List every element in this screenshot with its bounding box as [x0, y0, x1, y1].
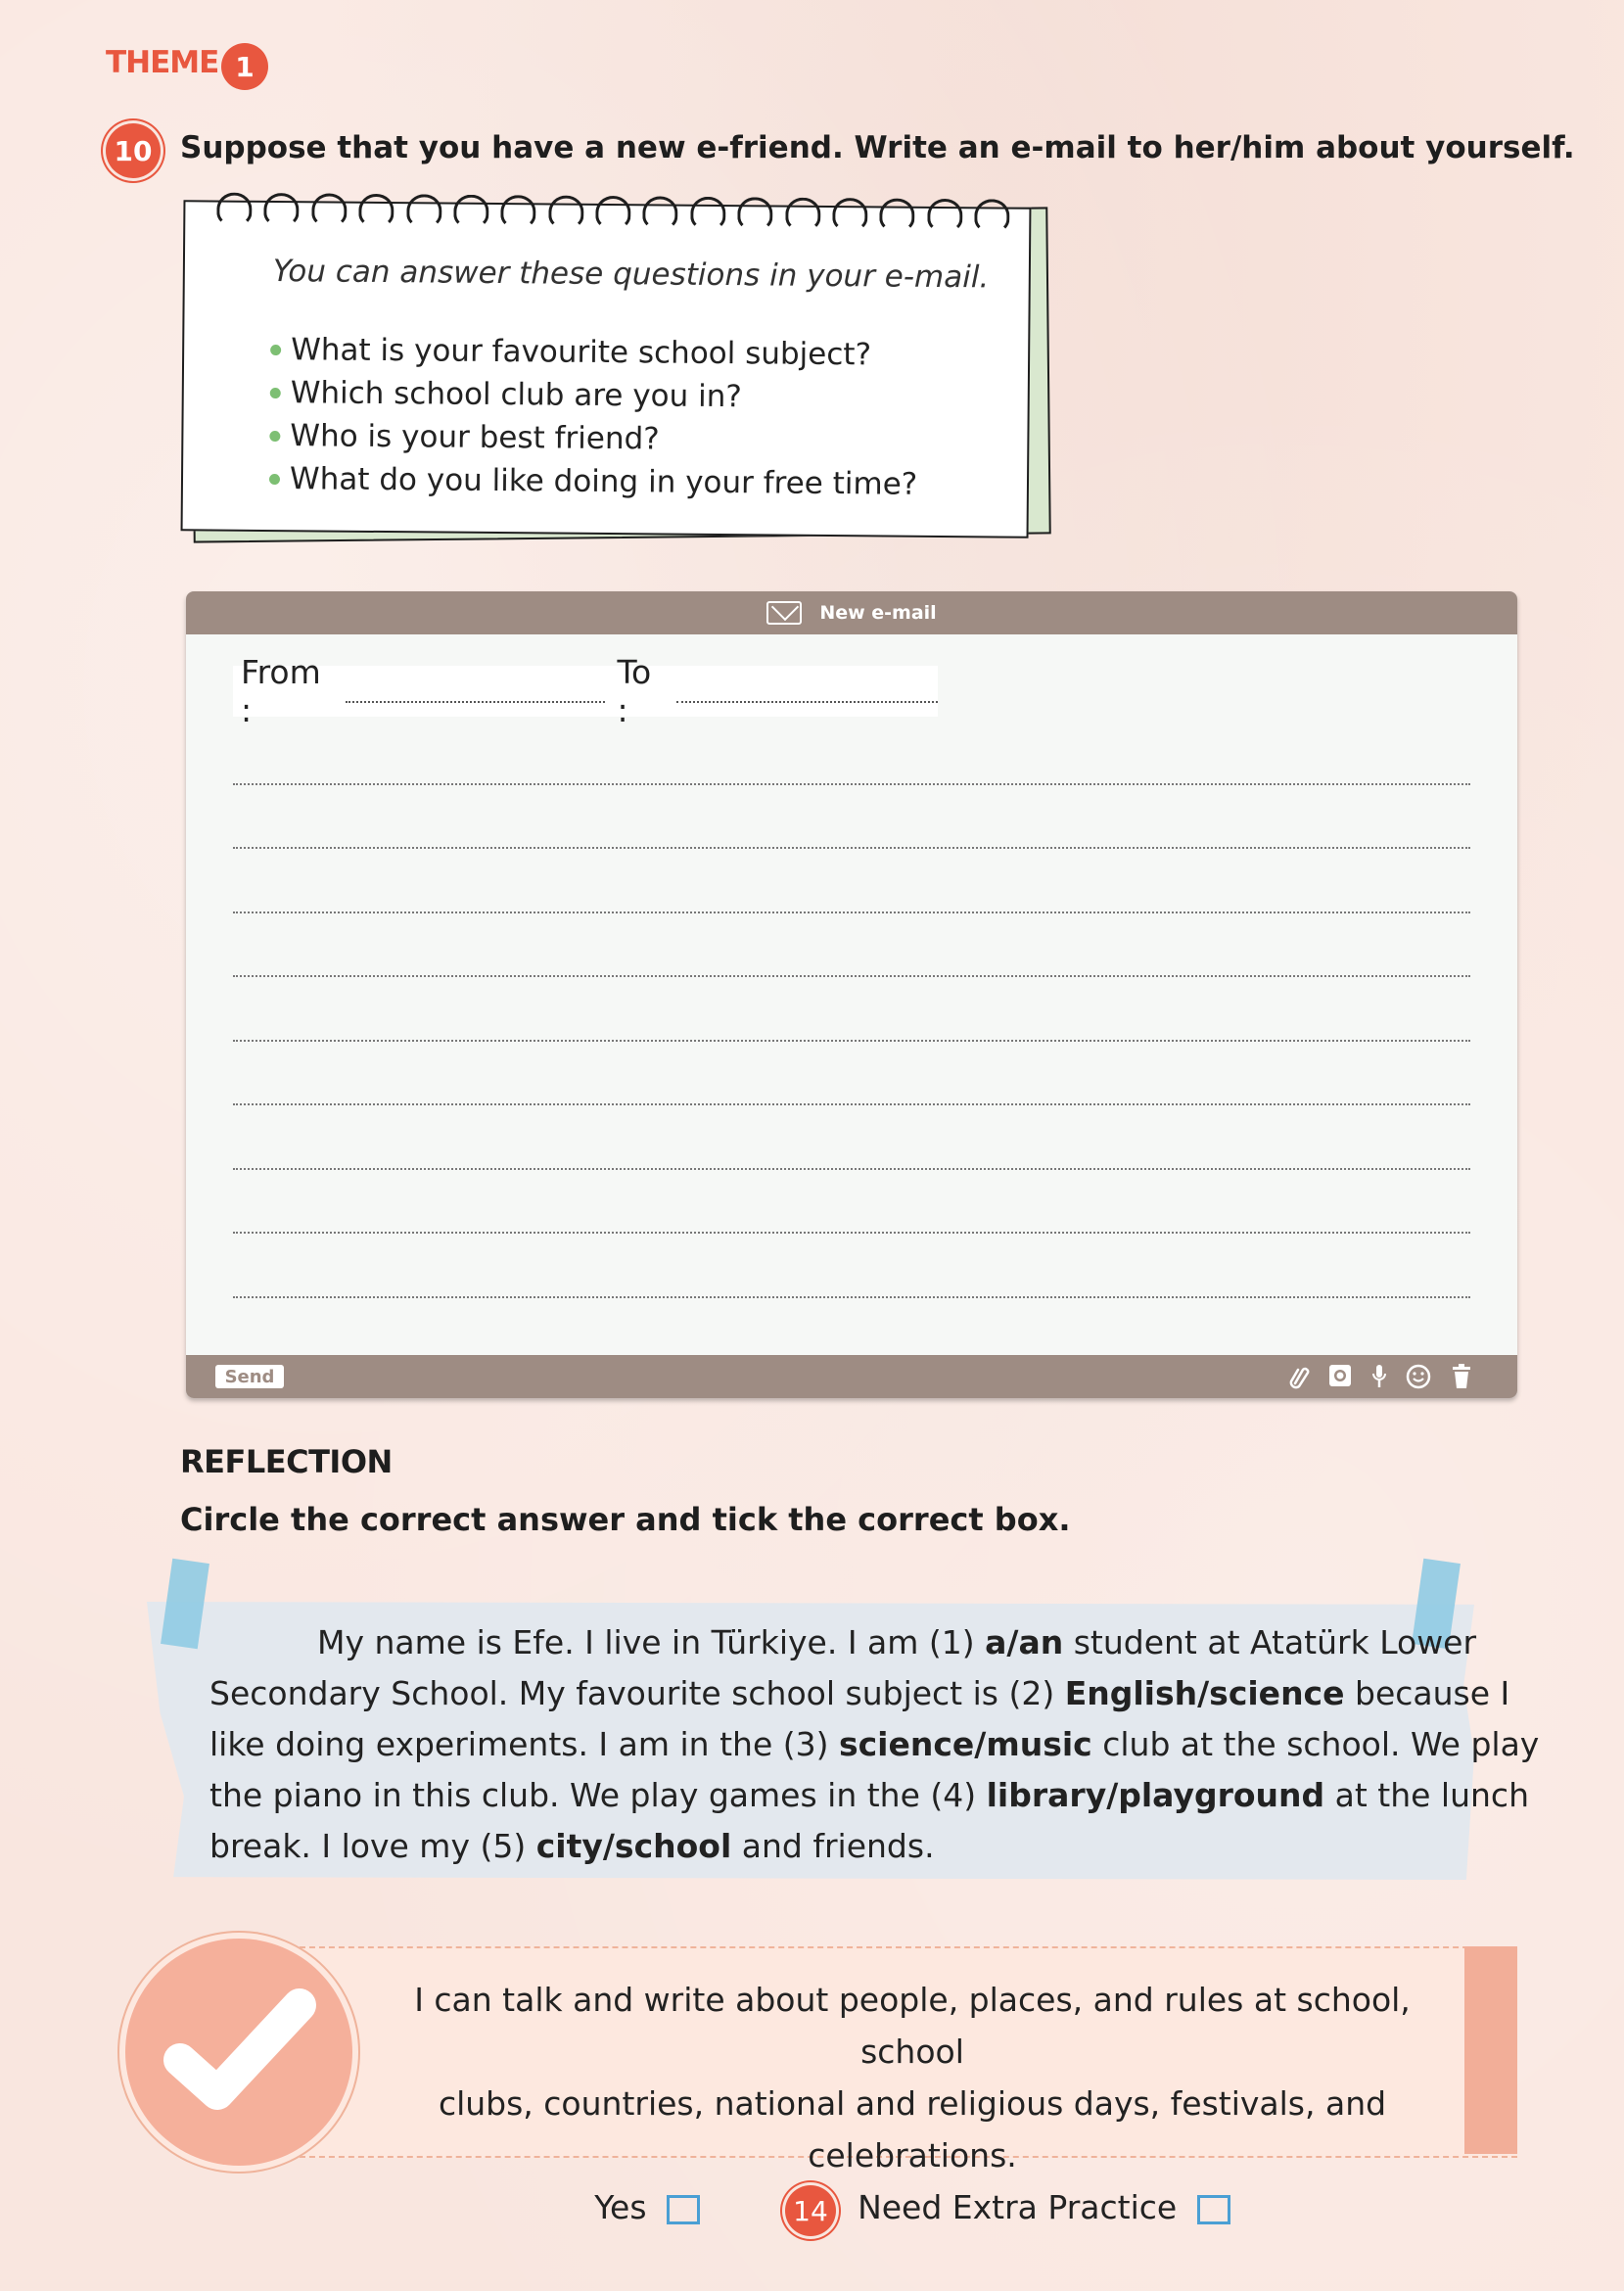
extra-practice-label: Need Extra Practice [858, 2188, 1178, 2226]
task-title: Suppose that you have a new e-friend. Write an e-mail to her/him about yourself. [180, 130, 1575, 165]
question-text: Which school club are you in? [290, 375, 742, 415]
text-run: break. I love my (5) [209, 1827, 536, 1865]
notepad-prompt: You can answer these questions in your e-mail. [272, 254, 990, 296]
text-run: at the lunch [1324, 1776, 1529, 1814]
list-item [270, 328, 919, 377]
reflection-instruction: Circle the correct answer and tick the correct box. [180, 1501, 1071, 1538]
envelope-icon [766, 601, 802, 625]
answer-choice[interactable]: city/school [535, 1827, 732, 1865]
question-text: What do you like doing in your free time? [289, 461, 918, 502]
to-label: To : [617, 653, 652, 729]
writing-line[interactable] [233, 1103, 1470, 1105]
paragraph-line [209, 1668, 1510, 1719]
camera-icon[interactable] [1327, 1364, 1353, 1389]
writing-line[interactable] [233, 975, 1470, 977]
extra-practice-checkbox[interactable] [1197, 2195, 1230, 2224]
from-to-row [233, 653, 938, 729]
microphone-icon[interactable] [1367, 1364, 1392, 1389]
bullet-icon [270, 345, 281, 355]
writing-line[interactable] [233, 912, 1470, 913]
from-label: From : [241, 653, 321, 729]
task-number-badge: 10 [106, 123, 161, 178]
text-run: student at Atatürk Lower [1063, 1623, 1477, 1661]
text-run: My name is Efe. I live in Türkiye. I am (1) [317, 1623, 986, 1661]
checkmark-icon [125, 1939, 352, 2166]
theme-number-badge: 1 [221, 43, 268, 90]
notepad-page [181, 200, 1032, 538]
writing-line[interactable] [233, 1168, 1470, 1170]
trash-icon[interactable] [1449, 1364, 1474, 1389]
paragraph-line [209, 1617, 1477, 1668]
paragraph-line [209, 1719, 1540, 1770]
text-run: because I [1344, 1674, 1510, 1712]
notepad [182, 204, 1044, 535]
page-number: 14 [785, 2185, 836, 2236]
writing-line[interactable] [233, 783, 1470, 785]
reflection-title: REFLECTION [180, 1443, 393, 1480]
from-field[interactable] [346, 679, 605, 703]
email-title: New e-mail [819, 602, 937, 624]
list-item [270, 371, 919, 420]
list-item [269, 457, 918, 506]
reflection-paragraph [209, 1617, 1540, 1872]
bullet-icon [269, 431, 280, 442]
send-button[interactable]: Send [215, 1365, 284, 1388]
writing-line[interactable] [233, 847, 1470, 849]
smiley-icon[interactable] [1406, 1364, 1431, 1389]
paragraph-line [209, 1821, 1404, 1872]
theme-label: THEME [106, 45, 219, 80]
to-field[interactable] [676, 679, 938, 703]
email-titlebar [186, 591, 1517, 634]
bullet-icon [269, 474, 280, 485]
writing-line[interactable] [233, 1040, 1470, 1042]
question-text: Who is your best friend? [290, 418, 660, 457]
paperclip-icon[interactable] [1286, 1364, 1312, 1389]
question-list [269, 328, 919, 506]
writing-line[interactable] [233, 1296, 1470, 1298]
question-text: What is your favourite school subject? [291, 332, 872, 373]
answer-choice[interactable]: library/playground [986, 1776, 1325, 1814]
yes-label: Yes [594, 2188, 647, 2226]
can-do-stripe [1464, 1946, 1517, 2154]
can-do-statement [364, 1974, 1461, 2233]
text-run: the piano in this club. We play games in the (4) [209, 1776, 987, 1814]
notepad-spiral [216, 193, 1009, 233]
self-assessment-row [364, 2181, 1461, 2233]
email-window [186, 591, 1517, 1398]
text-run: and friends. [731, 1827, 935, 1865]
text-run: club at the school. We play [1091, 1725, 1540, 1763]
yes-checkbox[interactable] [667, 2195, 700, 2224]
bullet-icon [270, 388, 281, 398]
answer-choice[interactable]: English/science [1064, 1674, 1345, 1712]
answer-choice[interactable]: science/music [838, 1725, 1092, 1763]
text-run: like doing experiments. I am in the (3) [209, 1725, 839, 1763]
can-do-line: clubs, countries, national and religious days, festivals, and celebrations. [438, 2084, 1387, 2174]
writing-line[interactable] [233, 1232, 1470, 1234]
text-run: Secondary School. My favourite school subject is (2) [209, 1674, 1065, 1712]
paragraph-line [209, 1770, 1529, 1821]
email-toolbar [186, 1355, 1517, 1398]
list-item [269, 414, 918, 463]
can-do-line: I can talk and write about people, places, and rules at school, school [414, 1981, 1411, 2071]
answer-choice[interactable]: a/an [985, 1623, 1064, 1661]
